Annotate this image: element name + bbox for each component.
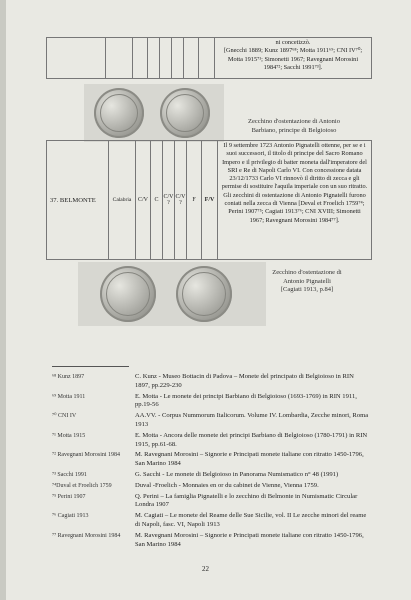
coin-obverse-icon xyxy=(94,88,144,138)
footnote-item xyxy=(52,532,370,550)
footnotes xyxy=(52,373,370,551)
footnote-item xyxy=(52,432,370,450)
footnote-text: Q. Perini – La famiglia Pignatelli e lo zecchino di Belmonte in Numismatic Circular Londra 1907 xyxy=(135,492,358,509)
footnote-text: E. Motta - Ancora delle monete dei principi Barbiano di Belgioioso (1780-1791) in RIN 1915, pp.61-68. xyxy=(135,431,368,448)
belmonte-row xyxy=(46,140,372,260)
footnote-text: C. Kunz - Museo Bottacin di Padova – Monete del principato di Belgioioso in RIN 1897, pp.229-230 xyxy=(135,373,354,389)
footnote-text: E. Motta - Le monete dei principi Barbiano di Belgioioso (1693-1769) in RIN 1911, pp.19-56 xyxy=(135,392,357,409)
row-region: Calabria xyxy=(109,141,136,260)
footnote-item xyxy=(52,373,370,391)
row-name: BELMONTE xyxy=(59,196,96,204)
footnote-item xyxy=(52,393,370,411)
footnote-item xyxy=(52,412,370,430)
row-col-3: C/V ? xyxy=(163,141,175,260)
footnote-item xyxy=(52,493,370,511)
coin-obverse-icon xyxy=(100,266,156,322)
row-col-6: F/V xyxy=(202,141,218,260)
coin1-caption: Zecchino d'ostentazione di Antonio Barbiano, principe di Belgioioso xyxy=(248,118,340,134)
footnote-ref: ⁷⁶ Cagiati 1913 xyxy=(52,513,89,520)
top-note-text: ni concetizzò. [Gnecchi 1889; Kunz 1897⁶⁸; Motta 1911⁶⁹; CNI IV⁷⁰; Motta 1915⁷¹; Simonetti 1967; Ravegnani Morosini 1984⁷²; Sacchi 1991⁷³]. xyxy=(223,39,363,71)
footnote-item xyxy=(52,471,370,480)
belmonte-note-cell xyxy=(218,141,372,260)
footnote-item xyxy=(52,451,370,469)
row-col-4: C/V ? xyxy=(175,141,187,260)
footnote-ref: ⁷³ Sacchi 1991 xyxy=(52,471,87,478)
footnote-text: M. Cagiati – Le monete del Reame delle Sue Sicilie, vol. II Le zecche minori del reame di Napoli, fasc. VI, Napoli 1913 xyxy=(135,512,367,528)
footnote-item xyxy=(52,482,370,491)
page-number: 22 xyxy=(202,565,209,573)
coin-photo-belgioioso xyxy=(84,84,224,142)
footnote-ref: ⁷⁴Duval et Froelich 1759 xyxy=(52,482,112,489)
top-note-cell xyxy=(215,38,372,79)
footnote-item xyxy=(52,512,370,530)
coin-reverse-icon xyxy=(176,266,232,322)
footnote-divider xyxy=(52,366,129,367)
page-edge-shadow xyxy=(0,0,6,600)
footnote-text: Duval -Froelich - Monnaies en or du cabinet de Vienne, Vienna 1759. xyxy=(135,481,319,489)
coin2-caption: Zecchino d'ostentazione di Antonio Pignatelli [Cagiati 1913, p.84] xyxy=(272,269,342,293)
footnote-ref: ⁷⁵ Perini 1907 xyxy=(52,493,86,500)
footnote-ref: ⁷¹ Motta 1915 xyxy=(52,432,86,439)
top-table-row xyxy=(46,37,372,79)
footnote-text: AA.VV. - Corpus Nummorum Italicorum. Volume IV. Lombardia, Zecche minori, Roma 1913 xyxy=(135,412,369,428)
coin-photo-belmonte xyxy=(78,262,266,326)
footnote-ref: ⁷⁰ CNI IV xyxy=(52,413,77,420)
row-col-2: C xyxy=(151,141,163,260)
row-col-1: C/V xyxy=(136,141,151,260)
coin-reverse-icon xyxy=(160,88,210,138)
footnote-text: M. Ravegnani Morosini – Signorie e Principati monete italiane con ritratto 1450-1796, San Marino 1984 xyxy=(135,531,364,548)
row-label-cell xyxy=(47,141,109,260)
footnote-ref: ⁷⁷ Ravegnani Morosini 1984 xyxy=(52,532,121,539)
row-number: 37. xyxy=(50,196,59,204)
row-col-5: F xyxy=(187,141,202,260)
belmonte-note-text: Il 9 settembre 1723 Antonio Pignatelli ottenne, per se e i suoi successori, il titolo di principe del Sacro Romano Impero e il privilegio di batter moneta dall'imperatore del SRI e Re di Napoli Carlo VI. Con concessione datata 23/12/1733 Carlo VI rinnovò il diritto di zecca e gli permise di sostituire l'aquila imperiale con un suo ritratto. Gli zecchini di ostentazione di Antonio Pignatelli furono coniati nella zecca di Vienna [Deval et Froelich 1759⁷⁴; Perini 1907⁷⁵; Cagiati 1913⁷⁶; CNI XVIII; Simonetti 1967; Ravegnani Morosini 1984⁷⁷]. xyxy=(221,142,368,224)
footnote-ref: ⁶⁸ Kunz 1897 xyxy=(52,374,85,380)
footnote-ref: ⁷² Ravegnani Morosini 1984 xyxy=(52,452,121,459)
footnote-ref: ⁶⁹ Motta 1911 xyxy=(52,393,86,400)
footnote-text: M. Ravegnani Morosini – Signorie e Principati monete italiane con ritratto 1450-1796, San Marino 1984 xyxy=(135,451,364,468)
footnote-text: G. Sacchi - Le monete di Belgioioso in Panorama Numismatico n° 48 (1991) xyxy=(135,470,339,478)
